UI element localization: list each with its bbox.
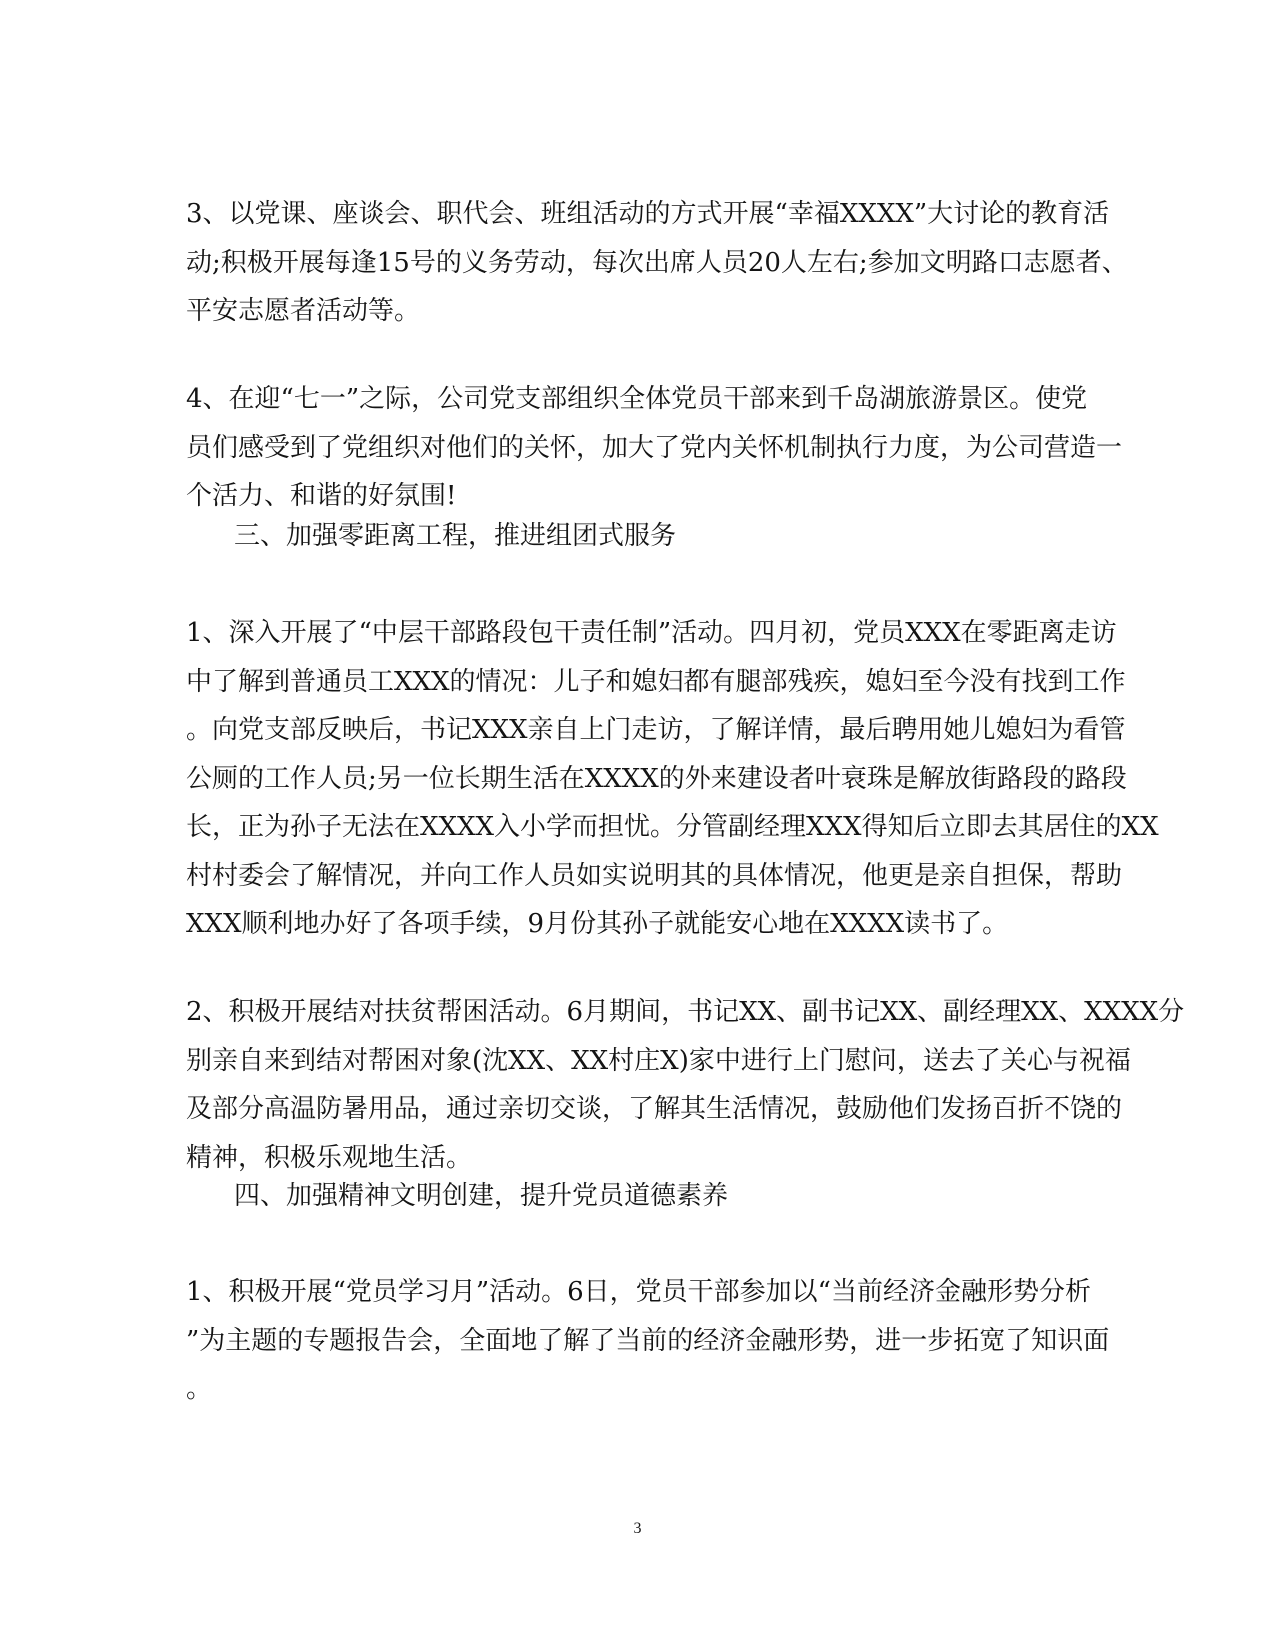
text-line: 及部分高温防暑用品，通过亲切交谈，了解其生活情况，鼓励他们发扬百折不饶的 [186,1094,1123,1124]
text-line: 2、积极开展结对扶贫帮困活动。6月期间，书记XX、副书记XX、副经理XX、XXXX分 [186,997,1185,1027]
section-heading-4: 四、加强精神文明创建，提升党员道德素养 [234,1181,729,1211]
page-number: 3 [633,1520,642,1537]
section-heading-3: 三、加强零距离工程，推进组团式服务 [234,521,677,551]
text-line: 4、在迎“七一”之际，公司党支部组织全体党员干部来到千岛湖旅游景区。使党 [186,384,1088,414]
text-line: 别亲自来到结对帮困对象(沈XX、XX村庄X)家中进行上门慰问，送去了关心与祝福 [186,1045,1131,1076]
text-line: XXX顺利地办好了各项手续，9月份其孙子就能安心地在XXXX读书了。 [186,909,1009,939]
paragraph-4 [186,375,1123,521]
section-4-paragraph-1 [186,1268,1110,1414]
text-line: 平安志愿者活动等。 [186,296,421,326]
text-line: 1、积极开展“党员学习月”活动。6日，党员干部参加以“当前经济金融形势分析 [186,1277,1091,1307]
paragraph-3 [186,190,1128,336]
text-line: 个活力、和谐的好氛围! [186,481,457,511]
text-line: 1、深入开展了“中层干部路段包干责任制”活动。四月初，党员XXX在零距离走访 [186,618,1117,648]
text-line: 村村委会了解情况，并向工作人员如实说明其的具体情况，他更是亲自担保，帮助 [186,860,1123,891]
text-line: 公厕的工作人员;另一位长期生活在XXXX的外来建设者叶衰珠是解放街路段的路段 [186,763,1127,794]
text-line: 。 [186,1374,213,1404]
section-3-paragraph-1 [186,609,1159,949]
text-line: 。向党支部反映后，书记XXX亲自上门走访，了解详情，最后聘用她儿媳妇为看管 [186,715,1126,745]
text-line: 精神，积极乐观地生活。 [186,1142,473,1173]
text-line: 3、以党课、座谈会、职代会、班组活动的方式开展“幸福XXXX”大讨论的教育活 [186,199,1110,229]
text-line: 中了解到普通员工XXX的情况：儿子和媳妇都有腿部残疾，媳妇至今没有找到工作 [186,666,1126,697]
text-line: 长，正为孙子无法在XXXX入小学而担忧。分管副经理XXX得知后立即去其居住的XX [186,812,1159,842]
section-3-paragraph-2 [186,988,1185,1182]
text-line: ”为主题的专题报告会，全面地了解了当前的经济金融形势，进一步拓宽了知识面 [186,1325,1110,1356]
text-line: 动;积极开展每逢15号的义务劳动，每次出席人员20人左右;参加文明路口志愿者、 [186,247,1128,278]
text-line: 员们感受到了党组织对他们的关怀，加大了党内关怀机制执行力度，为公司营造一 [186,432,1123,463]
